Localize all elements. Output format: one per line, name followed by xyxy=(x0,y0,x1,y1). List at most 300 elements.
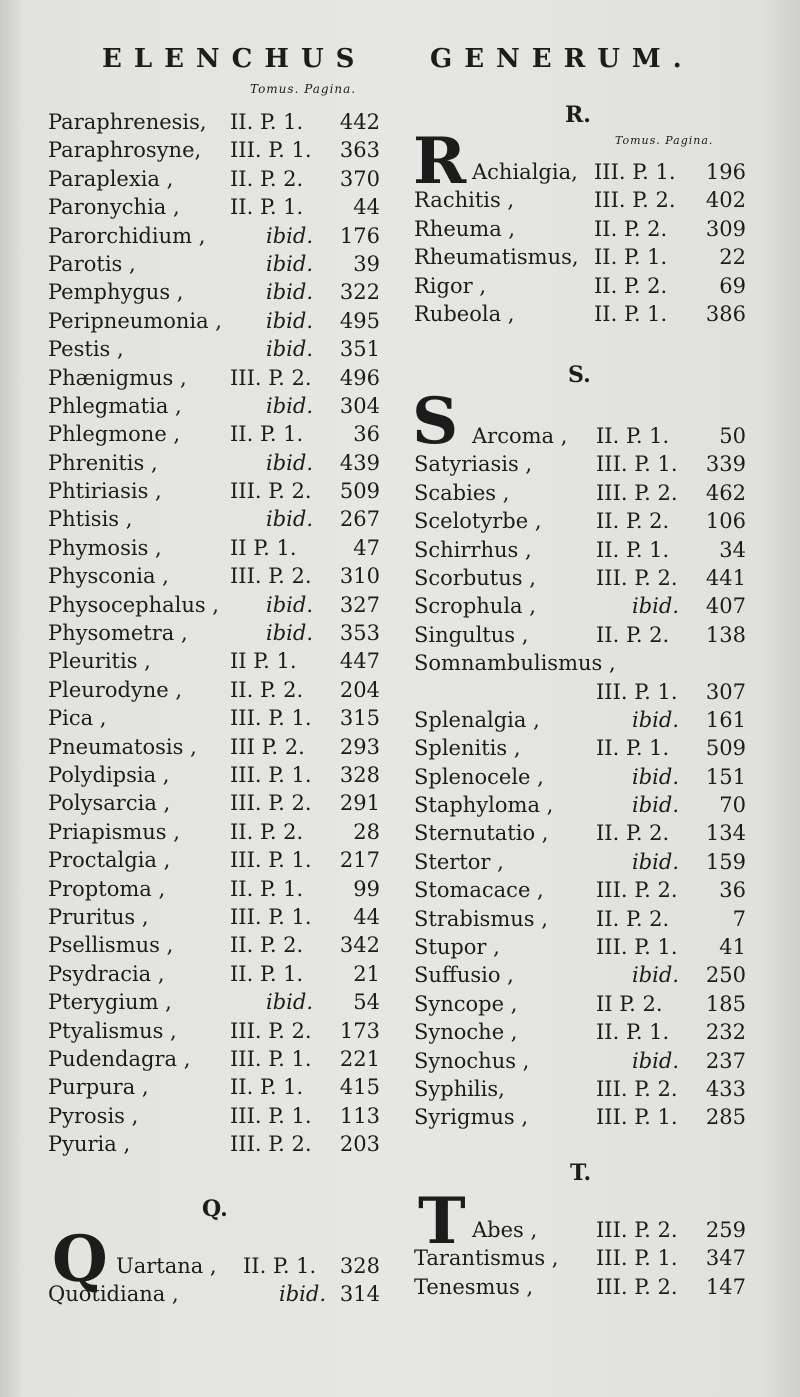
entry-volume: III. P. 1. xyxy=(230,138,312,163)
dropcap-s: S xyxy=(412,384,459,459)
entry-name: Paraphrosyne, xyxy=(48,138,202,163)
entry-volume: III. P. 1. xyxy=(230,706,312,731)
entry-volume: III. P. 1. xyxy=(230,1046,312,1071)
index-entry xyxy=(48,477,388,505)
entry-page: 351 xyxy=(339,337,380,362)
index-entry xyxy=(48,619,388,647)
entry-volume: ibid. xyxy=(266,223,313,248)
entry-volume: III. P. 2. xyxy=(596,1218,678,1242)
entry-page: 151 xyxy=(705,764,746,789)
entry-volume: ibid. xyxy=(266,393,313,418)
entry-page: 69 xyxy=(719,273,746,298)
index-entry xyxy=(48,250,388,278)
entry-name: Scorbutus , xyxy=(414,565,536,590)
entry-page: 34 xyxy=(719,537,746,562)
index-entry xyxy=(414,243,754,271)
entry-page: 291 xyxy=(339,791,380,816)
entry-name: Somnambulismus , xyxy=(414,651,616,676)
entry-name: Phlegmatia , xyxy=(48,393,182,418)
index-entry xyxy=(414,1273,754,1301)
entry-name: Splenitis , xyxy=(414,736,521,761)
entry-volume: II. P. 1. xyxy=(596,537,670,562)
entry-name: Psellismus , xyxy=(48,933,174,958)
index-entry xyxy=(414,848,754,876)
entry-volume: III. P. 1. xyxy=(596,1246,678,1271)
entry-name: Paraplexia , xyxy=(48,166,174,191)
index-entry xyxy=(414,450,754,478)
entry-name: Polydipsia , xyxy=(48,762,170,787)
right-column-header: Tomus. Pagina. xyxy=(615,134,714,147)
entry-page: 54 xyxy=(353,990,380,1015)
entry-name: Proctalgia , xyxy=(48,848,171,873)
index-entry xyxy=(414,1103,754,1131)
entry-page: 509 xyxy=(339,479,380,504)
entry-page: 221 xyxy=(339,1046,380,1071)
entry-page: 407 xyxy=(705,594,746,619)
entry-page: 327 xyxy=(339,592,380,617)
entry-name: Synoche , xyxy=(414,1020,518,1045)
index-entry xyxy=(48,392,388,420)
entry-page: 36 xyxy=(353,422,380,447)
entry-page: 70 xyxy=(719,793,746,818)
entry-page: 7 xyxy=(732,906,746,931)
entry-name: Pyrosis , xyxy=(48,1103,139,1128)
index-entry xyxy=(48,534,388,562)
entry-name: Scrophula , xyxy=(414,594,536,619)
dropcap-r: R xyxy=(413,124,467,199)
entry-page: 138 xyxy=(705,622,746,647)
entry-name: Physocephalus , xyxy=(48,592,219,617)
index-entry xyxy=(414,272,754,300)
index-entry xyxy=(48,505,388,533)
entry-volume: ibid. xyxy=(266,280,313,305)
entry-name: Strabismus , xyxy=(414,906,548,931)
entry-page: 176 xyxy=(339,223,380,248)
index-entry xyxy=(414,536,754,564)
entry-volume: II. P. 2. xyxy=(596,906,670,931)
index-entry xyxy=(48,1045,388,1073)
entry-volume: ibid. xyxy=(632,963,679,988)
entry-volume: III. P. 1. xyxy=(596,679,678,704)
entry-volume: III. P. 2. xyxy=(596,878,678,903)
entry-name: Staphyloma , xyxy=(414,793,554,818)
entry-page: 304 xyxy=(339,393,380,418)
entry-name: Scelotyrbe , xyxy=(414,509,542,534)
entry-page: 328 xyxy=(339,1254,380,1278)
entry-volume: II. P. 2. xyxy=(230,933,304,958)
entry-name: Phænigmus , xyxy=(48,365,187,390)
index-entry xyxy=(48,676,388,704)
entry-page: 314 xyxy=(339,1282,380,1307)
entry-volume: II. P. 1. xyxy=(230,110,304,134)
entry-volume: ibid. xyxy=(632,594,679,619)
entry-volume: II. P. 2. xyxy=(594,273,668,298)
entry-page: 232 xyxy=(705,1020,746,1045)
entry-page: 22 xyxy=(719,245,746,270)
entry-volume: ibid. xyxy=(266,592,313,617)
entry-page: 113 xyxy=(339,1103,380,1128)
entry-name: Parotis , xyxy=(48,251,136,276)
t-entry-list xyxy=(414,1216,754,1301)
index-entry xyxy=(414,1018,754,1046)
entry-page: 159 xyxy=(705,849,746,874)
entry-name: Peripneumonia , xyxy=(48,308,222,333)
title-part-1: ELENCHUS xyxy=(102,44,367,74)
entry-volume: III P. 2. xyxy=(230,734,305,759)
entry-volume: III. P. 2. xyxy=(230,365,312,390)
entry-volume: II. P. 1. xyxy=(230,961,304,986)
entry-volume: III. P. 2. xyxy=(596,480,678,505)
entry-page: 21 xyxy=(353,961,380,986)
entry-volume: ibid. xyxy=(266,450,313,475)
entry-name: Splenalgia , xyxy=(414,707,540,732)
entry-page: 39 xyxy=(353,251,380,276)
entry-volume: III. P. 2. xyxy=(230,791,312,816)
entry-name: Phrenitis , xyxy=(48,450,158,475)
index-entry xyxy=(48,988,388,1016)
entry-name: Syrigmus , xyxy=(414,1105,529,1130)
index-entry xyxy=(414,215,754,243)
r-entry-list xyxy=(414,158,754,328)
entry-name: Phymosis , xyxy=(48,535,162,560)
entry-volume: II. P. 2. xyxy=(596,622,670,647)
entry-page: 161 xyxy=(705,707,746,732)
entry-page: 347 xyxy=(705,1246,746,1271)
section-heading-q: Q. xyxy=(202,1196,228,1222)
index-entry xyxy=(48,193,388,221)
index-entry xyxy=(48,1102,388,1130)
entry-name: Pestis , xyxy=(48,337,124,362)
index-entry xyxy=(414,876,754,904)
index-entry xyxy=(48,591,388,619)
index-entry xyxy=(48,846,388,874)
entry-page: 293 xyxy=(339,734,380,759)
index-entry xyxy=(48,1017,388,1045)
index-entry xyxy=(414,158,754,186)
entry-volume: III. P. 2. xyxy=(230,564,312,589)
entry-page: 353 xyxy=(339,621,380,646)
index-entry xyxy=(414,1216,754,1244)
entry-volume: II. P. 2. xyxy=(596,821,670,846)
entry-volume: II. P. 2. xyxy=(230,677,304,702)
entry-name: Singultus , xyxy=(414,622,529,647)
entry-page: 106 xyxy=(705,509,746,534)
entry-volume: II. P. 2. xyxy=(596,509,670,534)
entry-volume: II. P. 1. xyxy=(230,876,304,901)
index-entry xyxy=(48,364,388,392)
index-entry xyxy=(414,621,754,649)
entry-volume: ibid. xyxy=(632,764,679,789)
entry-volume: ibid. xyxy=(266,308,313,333)
entry-name: Rubeola , xyxy=(414,301,515,326)
entry-page: 47 xyxy=(353,535,380,560)
index-entry xyxy=(48,335,388,363)
entry-volume: II. P. 2. xyxy=(594,216,668,241)
entry-name: Physconia , xyxy=(48,564,169,589)
entry-name: Pneumatosis , xyxy=(48,734,197,759)
entry-name: Parorchidium , xyxy=(48,223,206,248)
entry-volume: III. P. 2. xyxy=(596,565,678,590)
entry-page: 196 xyxy=(705,160,746,184)
entry-name: Paraphrenesis, xyxy=(48,110,207,134)
entry-page: 433 xyxy=(705,1076,746,1101)
entry-page: 41 xyxy=(719,935,746,960)
section-heading-s: S. xyxy=(568,362,591,388)
entry-name: Synochus , xyxy=(414,1048,530,1073)
entry-volume: ibid. xyxy=(632,1048,679,1073)
entry-page: 173 xyxy=(339,1018,380,1043)
index-entry xyxy=(414,961,754,989)
entry-volume: III. P. 1. xyxy=(596,1105,678,1130)
index-entry xyxy=(48,931,388,959)
index-entry xyxy=(414,678,754,706)
entry-page: 310 xyxy=(339,564,380,589)
index-entry xyxy=(48,1252,388,1280)
index-entry xyxy=(48,789,388,817)
index-entry xyxy=(414,819,754,847)
entry-name: Rigor , xyxy=(414,273,487,298)
index-entry xyxy=(414,1047,754,1075)
left-column-header: Tomus. Pagina. xyxy=(250,82,357,96)
index-entry xyxy=(48,818,388,846)
index-entry xyxy=(414,649,754,677)
entry-volume: ibid. xyxy=(632,849,679,874)
entry-page: 402 xyxy=(705,188,746,213)
entry-name: Schirrhus , xyxy=(414,537,532,562)
entry-volume: ibid. xyxy=(632,793,679,818)
entry-name: Rheuma , xyxy=(414,216,516,241)
entry-volume: II P. 1. xyxy=(230,649,297,674)
entry-name: Scabies , xyxy=(414,480,510,505)
entry-volume: ibid. xyxy=(266,621,313,646)
entry-name: Pleuritis , xyxy=(48,649,151,674)
index-entry xyxy=(48,647,388,675)
entry-page: 370 xyxy=(339,166,380,191)
entry-page: 28 xyxy=(353,819,380,844)
entry-name: Pterygium , xyxy=(48,990,172,1015)
entry-name: Sternutatio , xyxy=(414,821,549,846)
entry-volume: ibid. xyxy=(266,251,313,276)
dropcap-t: T xyxy=(418,1184,466,1259)
entry-name: Abes , xyxy=(472,1218,538,1242)
entry-volume: ibid. xyxy=(632,707,679,732)
entry-volume: III. P. 1. xyxy=(230,904,312,929)
index-entry xyxy=(414,763,754,791)
index-entry xyxy=(48,278,388,306)
entry-name: Polysarcia , xyxy=(48,791,171,816)
entry-volume: III. P. 2. xyxy=(596,1274,678,1299)
entry-volume: III. P. 2. xyxy=(230,1018,312,1043)
index-entry xyxy=(414,300,754,328)
entry-page: 147 xyxy=(705,1274,746,1299)
title-part-2: GENERUM. xyxy=(430,44,694,74)
entry-page: 237 xyxy=(705,1048,746,1073)
index-entry xyxy=(48,1280,388,1308)
index-entry xyxy=(414,422,754,450)
entry-page: 496 xyxy=(339,365,380,390)
entry-page: 441 xyxy=(705,565,746,590)
index-entry xyxy=(414,507,754,535)
left-entry-list xyxy=(48,108,388,1158)
entry-name: Pruritus , xyxy=(48,904,149,929)
entry-name: Pemphygus , xyxy=(48,280,184,305)
section-heading-t: T. xyxy=(570,1160,592,1186)
entry-name: Stupor , xyxy=(414,935,500,960)
entry-name: Syncope , xyxy=(414,991,518,1016)
entry-volume: ibid. xyxy=(266,990,313,1015)
index-entry xyxy=(414,933,754,961)
entry-page: 134 xyxy=(705,821,746,846)
index-entry xyxy=(48,449,388,477)
entry-volume: III. P. 2. xyxy=(230,479,312,504)
entry-page: 267 xyxy=(339,507,380,532)
entry-name: Pyuria , xyxy=(48,1132,131,1157)
entry-page: 415 xyxy=(339,1075,380,1100)
entry-name: Satyriasis , xyxy=(414,452,533,477)
entry-page: 217 xyxy=(339,848,380,873)
index-entry xyxy=(414,706,754,734)
index-entry xyxy=(48,704,388,732)
entry-page: 259 xyxy=(705,1218,746,1242)
index-entry xyxy=(48,165,388,193)
entry-volume: II. P. 1. xyxy=(594,245,668,270)
index-entry xyxy=(414,734,754,762)
entry-volume: II. P. 1. xyxy=(596,736,670,761)
index-entry xyxy=(414,592,754,620)
entry-page: 462 xyxy=(705,480,746,505)
entry-page: 442 xyxy=(339,110,380,134)
entry-name: Rachitis , xyxy=(414,188,515,213)
entry-name: Phtiriasis , xyxy=(48,479,162,504)
section-heading-r: R. xyxy=(565,102,591,128)
entry-volume: II. P. 1. xyxy=(594,301,668,326)
index-entry xyxy=(414,1244,754,1272)
entry-name: Quotidiana , xyxy=(48,1282,179,1307)
entry-page: 99 xyxy=(353,876,380,901)
entry-volume: II P. 2. xyxy=(596,991,663,1016)
entry-page: 439 xyxy=(339,450,380,475)
entry-name: Suffusio , xyxy=(414,963,514,988)
entry-name: Phlegmone , xyxy=(48,422,181,447)
index-entry xyxy=(414,791,754,819)
entry-name: Priapismus , xyxy=(48,819,180,844)
entry-name: Psydracia , xyxy=(48,961,165,986)
entry-page: 44 xyxy=(353,904,380,929)
index-entry xyxy=(48,222,388,250)
entry-volume: III. P. 1. xyxy=(230,848,312,873)
entry-name: Splenocele , xyxy=(414,764,544,789)
entry-name: Purpura , xyxy=(48,1075,149,1100)
entry-volume: III. P. 1. xyxy=(596,935,678,960)
entry-name: Pudendagra , xyxy=(48,1046,191,1071)
entry-page: 50 xyxy=(719,424,746,448)
index-entry xyxy=(48,1073,388,1101)
entry-page: 342 xyxy=(339,933,380,958)
entry-name: Physometra , xyxy=(48,621,188,646)
entry-name: Stomacace , xyxy=(414,878,544,903)
index-entry xyxy=(414,1075,754,1103)
entry-name: Stertor , xyxy=(414,849,504,874)
entry-name: Phtisis , xyxy=(48,507,133,532)
index-entry xyxy=(414,186,754,214)
entry-volume: III. P. 1. xyxy=(230,1103,312,1128)
entry-page: 285 xyxy=(705,1105,746,1130)
index-entry xyxy=(48,420,388,448)
entry-volume: II. P. 2. xyxy=(230,819,304,844)
entry-name: Pleurodyne , xyxy=(48,677,183,702)
entry-name: Rheumatismus, xyxy=(414,245,579,270)
entry-volume: II. P. 1. xyxy=(596,424,670,448)
index-entry xyxy=(414,990,754,1018)
index-entry xyxy=(414,564,754,592)
entry-page: 509 xyxy=(705,736,746,761)
index-entry xyxy=(48,761,388,789)
entry-volume: III. P. 1. xyxy=(596,452,678,477)
entry-name: Uartana , xyxy=(116,1254,217,1278)
entry-volume: II. P. 1. xyxy=(596,1020,670,1045)
entry-volume: ibid. xyxy=(266,507,313,532)
index-entry xyxy=(48,136,388,164)
entry-page: 363 xyxy=(339,138,380,163)
entry-page: 322 xyxy=(339,280,380,305)
index-entry xyxy=(414,905,754,933)
entry-page: 44 xyxy=(353,195,380,220)
entry-volume: III. P. 2. xyxy=(596,1076,678,1101)
entry-volume: III. P. 1. xyxy=(594,160,676,184)
q-entry-list xyxy=(48,1252,388,1309)
index-entry xyxy=(48,1130,388,1158)
entry-name: Tenesmus , xyxy=(414,1274,534,1299)
entry-page: 447 xyxy=(339,649,380,674)
entry-volume: III. P. 2. xyxy=(594,188,676,213)
index-entry xyxy=(414,479,754,507)
entry-page: 36 xyxy=(719,878,746,903)
entry-page: 204 xyxy=(339,677,380,702)
entry-volume: II. P. 2. xyxy=(230,166,304,191)
entry-page: 386 xyxy=(705,301,746,326)
entry-volume: III. P. 2. xyxy=(230,1132,312,1157)
entry-name: Pica , xyxy=(48,706,107,731)
entry-page: 315 xyxy=(339,706,380,731)
entry-page: 495 xyxy=(339,308,380,333)
entry-volume: III. P. 1. xyxy=(230,762,312,787)
entry-name: Proptoma , xyxy=(48,876,166,901)
entry-name: Arcoma , xyxy=(472,424,568,448)
index-entry xyxy=(48,307,388,335)
entry-name: Achialgia, xyxy=(472,160,578,184)
index-entry xyxy=(48,108,388,136)
entry-page: 250 xyxy=(705,963,746,988)
entry-page: 185 xyxy=(705,991,746,1016)
index-entry xyxy=(48,562,388,590)
index-entry xyxy=(48,875,388,903)
entry-name: Ptyalismus , xyxy=(48,1018,177,1043)
entry-volume: ibid. xyxy=(266,337,313,362)
s-entry-list xyxy=(414,422,754,1132)
entry-name: Syphilis, xyxy=(414,1076,505,1101)
index-entry xyxy=(48,733,388,761)
entry-volume: II. P. 1. xyxy=(230,1075,304,1100)
dropcap-q: Q xyxy=(52,1222,108,1297)
entry-name: Paronychia , xyxy=(48,195,180,220)
entry-volume: ibid. xyxy=(279,1282,326,1307)
entry-volume: II. P. 1. xyxy=(230,195,304,220)
entry-page: 309 xyxy=(705,216,746,241)
entry-page: 307 xyxy=(705,679,746,704)
entry-page: 328 xyxy=(339,762,380,787)
entry-volume: II P. 1. xyxy=(230,535,297,560)
entry-volume: II. P. 1. xyxy=(243,1254,317,1278)
